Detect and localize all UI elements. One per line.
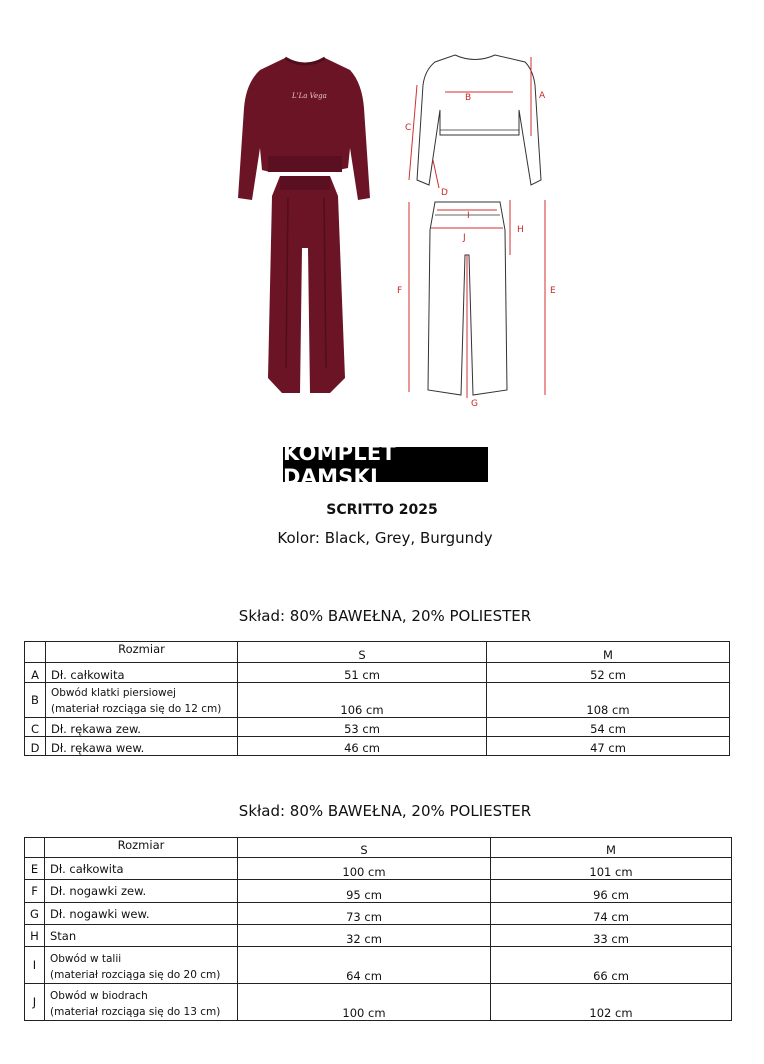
- table-row: [25, 663, 730, 683]
- table-row: [25, 947, 732, 984]
- row-label-main: Obwód w biodrach: [50, 990, 148, 1002]
- row-s: 100 cm: [238, 858, 491, 880]
- row-letter: H: [25, 925, 45, 947]
- table-header-row: [25, 642, 730, 663]
- row-label: Stan: [45, 925, 238, 947]
- row-m: 74 cm: [491, 903, 732, 925]
- header-s: S: [238, 642, 487, 663]
- row-s: 46 cm: [238, 737, 487, 756]
- row-label: [45, 984, 238, 1021]
- row-s: 32 cm: [238, 925, 491, 947]
- row-s: 100 cm: [238, 984, 491, 1021]
- label-i: I: [467, 211, 470, 221]
- row-letter: I: [25, 947, 45, 984]
- row-letter: J: [25, 984, 45, 1021]
- header-s: S: [238, 838, 491, 858]
- row-letter: G: [25, 903, 45, 925]
- header-size: Rozmiar: [46, 642, 238, 663]
- table-row: [25, 903, 732, 925]
- composition-top: Skład: 80% BAWEŁNA, 20% POLIESTER: [238, 607, 532, 625]
- row-letter: B: [25, 683, 46, 718]
- row-letter: C: [25, 718, 46, 737]
- row-label-main: Obwód klatki piersiowej: [51, 687, 176, 699]
- row-s: 51 cm: [238, 663, 487, 683]
- table-row: [25, 984, 732, 1021]
- row-letter: D: [25, 737, 46, 756]
- colors-line: Kolor: Black, Grey, Burgundy: [277, 529, 493, 547]
- label-a: A: [539, 91, 546, 101]
- row-label: Dł. nogawki wew.: [45, 903, 238, 925]
- size-table-bottom: [24, 837, 732, 1021]
- table-row: [25, 925, 732, 947]
- row-label: [45, 947, 238, 984]
- label-b: B: [465, 93, 472, 103]
- label-f: F: [397, 286, 403, 296]
- row-s: 106 cm: [238, 683, 487, 718]
- row-m: 47 cm: [487, 737, 730, 756]
- row-m: 66 cm: [491, 947, 732, 984]
- table-row: [25, 718, 730, 737]
- row-label: Dł. nogawki zew.: [45, 880, 238, 903]
- product-title: KOMPLET DAMSKI: [283, 447, 488, 482]
- header-m: M: [491, 838, 732, 858]
- row-m: 96 cm: [491, 880, 732, 903]
- table-row: [25, 858, 732, 880]
- row-m: 108 cm: [487, 683, 730, 718]
- product-photo: [230, 48, 380, 408]
- collection-name: SCRITTO 2025: [326, 502, 438, 518]
- row-s: 95 cm: [238, 880, 491, 903]
- row-m: 33 cm: [491, 925, 732, 947]
- row-label-note: (materiał rozciąga się do 12 cm): [51, 703, 222, 715]
- table-row: [25, 880, 732, 903]
- row-label: Dł. całkowita: [46, 663, 238, 683]
- label-h: H: [517, 225, 524, 235]
- row-letter: A: [25, 663, 46, 683]
- table-header-row: [25, 838, 732, 858]
- row-letter: E: [25, 858, 45, 880]
- pants-shape: [268, 176, 345, 393]
- label-d: D: [441, 188, 448, 198]
- row-s: 73 cm: [238, 903, 491, 925]
- row-s: 64 cm: [238, 947, 491, 984]
- header-size: Rozmiar: [45, 838, 238, 858]
- header-m: M: [487, 642, 730, 663]
- label-e: E: [550, 286, 556, 296]
- label-j: J: [463, 233, 466, 243]
- row-m: 52 cm: [487, 663, 730, 683]
- label-c: C: [405, 123, 412, 133]
- row-label: Dł. całkowita: [45, 858, 238, 880]
- table-row: [25, 737, 730, 756]
- row-s: 53 cm: [238, 718, 487, 737]
- composition-bottom: Skład: 80% BAWEŁNA, 20% POLIESTER: [238, 802, 532, 820]
- row-label-note: (materiał rozciąga się do 20 cm): [50, 969, 221, 981]
- row-label: Dł. rękawa zew.: [46, 718, 238, 737]
- row-m: 102 cm: [491, 984, 732, 1021]
- sweatshirt-outline: [417, 55, 541, 185]
- row-label: [46, 683, 238, 718]
- embroidery-text: L'La Vega: [292, 92, 327, 100]
- label-g: G: [471, 399, 478, 409]
- row-label-main: Obwód w talii: [50, 953, 122, 965]
- row-label-note: (materiał rozciąga się do 13 cm): [50, 1006, 221, 1018]
- row-label: Dł. rękawa wew.: [46, 737, 238, 756]
- row-letter: F: [25, 880, 45, 903]
- size-diagram: [395, 40, 565, 415]
- table-row: [25, 683, 730, 718]
- row-m: 54 cm: [487, 718, 730, 737]
- row-m: 101 cm: [491, 858, 732, 880]
- size-table-top: [24, 641, 730, 756]
